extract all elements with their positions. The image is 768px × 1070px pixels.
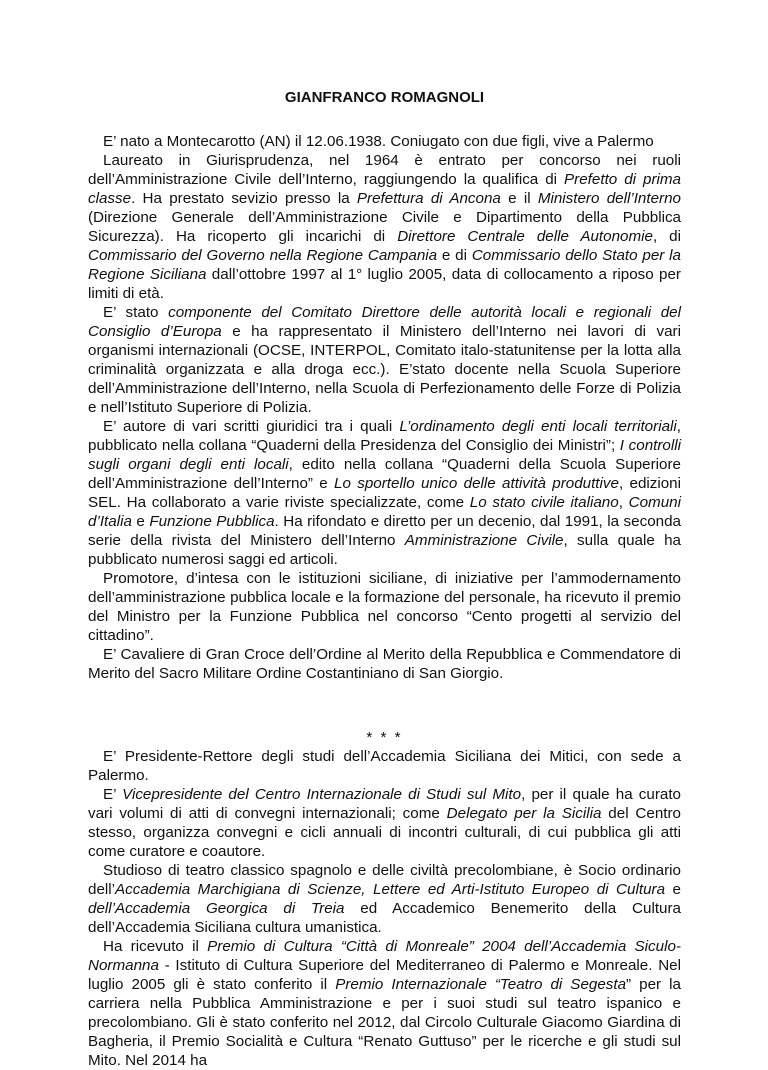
text-run: . Ha rifondato e diretto per un decenio, dal 1991, la seconda serie della rivista del Ministero dell’Interno (88, 513, 681, 549)
biography-section (88, 132, 681, 683)
cultural-activity-section (88, 747, 681, 1070)
paragraph (88, 785, 681, 861)
text-run: Promotore, d’intesa con le istituzioni siciliane, di iniziative per l’ammodernamento dell’amministrazione pubblica locale e la formazione del personale, ha ricevuto il premio del Ministro per la Funzione Pubblica nel concorso “Cento progetti al servizio del cittadino”. (88, 570, 681, 644)
italic-text: Vicepresidente del Centro Internazionale di Studi sul Mito (122, 786, 522, 803)
text-run: E’ (103, 786, 123, 803)
text-run: e (131, 513, 150, 530)
text-run: ed Accademico Benemerito della Cultura dell’Accademia Siciliana cultura umanistica. (88, 900, 681, 936)
text-run: dall’ottobre 1997 al 1° luglio 2005, data di collocamento a riposo per limiti di età. (88, 266, 681, 302)
italic-text: Commissario del Governo nella Regione Campania (88, 247, 438, 264)
italic-text: Lo stato civile italiano (469, 494, 619, 511)
italic-text: Premio Internazionale “Teatro di Segesta (335, 976, 627, 993)
paragraph (88, 747, 681, 785)
italic-text: Funzione Pubblica (149, 513, 275, 530)
text-run: del Centro stesso, organizza convegni e cicli annuali di incontri culturali, di cui pubblica gli atti come curatore e coautore. (88, 805, 681, 860)
paragraph (88, 569, 681, 645)
paragraph (88, 151, 681, 303)
italic-text: I controlli sugli organi degli enti locali (88, 437, 681, 473)
italic-text: Amministrazione Civile (404, 532, 564, 549)
italic-text: Prefetto di prima classe (88, 171, 681, 207)
italic-text: Delegato per la Sicilia (446, 805, 602, 822)
italic-text: L’ordinamento degli enti locali territoriali (399, 418, 677, 435)
text-run: , edizioni SEL. Ha collaborato a varie riviste specializzate, come (88, 475, 681, 511)
text-run: , edito nella collana “Quaderni della Scuola Superiore dell’Amministrazione dell’Interno” e (88, 456, 681, 492)
italic-text: Prefettura di Ancona (356, 190, 501, 207)
paragraph (88, 417, 681, 569)
text-run: , (618, 494, 629, 511)
text-run: e ha rappresentato il Ministero dell’Interno nei lavori di vari organismi internazionali (OCSE, INTERPOL, Comitato italo-statunitense per la lotta alla criminalità organizzata e alla droga ecc.). E’stato docente nella Scuola Superiore dell’Amministrazione dell’Interno, nella Scuola di Perfezionamento delle Forze di Polizia e nell’Istituto Superiore di Polizia. (88, 323, 681, 416)
italic-text: Lo sportello unico delle attività produttive (334, 475, 619, 492)
italic-text: dell’Accademia Georgica di Treia (88, 900, 345, 917)
italic-text: componente del Comitato Direttore delle autorità locali e regionali del Consiglio d’Europa (88, 304, 681, 340)
text-run: , per il quale ha curato vari volumi di atti di convegni internazionali; come (88, 786, 681, 822)
text-run: e di (437, 247, 472, 264)
italic-text: Comuni d’Italia (88, 494, 681, 530)
paragraph (88, 645, 681, 683)
text-run: E’ autore di vari scritti giuridici tra i quali (103, 418, 400, 435)
text-run: , di (652, 228, 682, 245)
text-run: , pubblicato nella collana “Quaderni della Presidenza del Consiglio dei Ministri”; (88, 418, 681, 454)
document-page (88, 0, 681, 1070)
document-title: GIANFRANCO ROMAGNOLI (284, 89, 485, 106)
text-run: E’ Cavaliere di Gran Croce dell’Ordine al Merito della Repubblica e Commendatore di Merito del Sacro Militare Ordine Costantiniano di San Giorgio. (88, 646, 681, 682)
italic-text: Commissario dello Stato per la Regione Siciliana (88, 247, 681, 283)
text-run: Studioso di teatro classico spagnolo e delle civiltà precolombiane, è Socio ordinario dell’ (88, 862, 681, 898)
text-run: , sulla quale ha pubblicato numerosi saggi ed articoli. (88, 532, 681, 568)
text-run: - Istituto di Cultura Superiore del Mediterraneo di Palermo e Monreale. Nel luglio 2005 gli è stato conferito il (88, 957, 681, 993)
italic-text: Direttore Centrale delle Autonomie (397, 228, 653, 245)
paragraph (88, 937, 681, 1070)
italic-text: Ministero dell’Interno (537, 190, 681, 207)
text-run: e (665, 881, 681, 898)
section-separator: * * * (366, 729, 403, 746)
italic-text: Accademia Marchigiana di Scienze, Lettere ed Arti-Istituto Europeo di Cultura (115, 881, 666, 898)
paragraph (88, 861, 681, 937)
italic-text: Premio di Cultura “Città di Monreale” 2004 dell’Accademia Siculo-Normanna (88, 938, 681, 974)
text-run: Laureato in Giurisprudenza, nel 1964 è entrato per concorso nei ruoli dell’Amministrazione Civile dell’Interno, raggiungendo la qualifica di (88, 152, 681, 188)
text-run: ” per la carriera nella Pubblica Amministrazione e per i suoi studi sul teatro ispanico e precolombiano. Gli è stato conferito nel 2012, dal Circolo Culturale Giacomo Giardina di Bagheria, il Premio Socialità e Cultura “Renato Guttuso” per le ricerche e gli studi sul Mito. Nel 2014 ha (88, 976, 681, 1069)
paragraph (88, 132, 681, 151)
text-run: E’ Presidente-Rettore degli studi dell’Accademia Siciliana dei Mitici, con sede a Palermo. (88, 748, 681, 784)
text-run: E’ stato (103, 304, 169, 321)
text-run: e il (500, 190, 538, 207)
text-run: . Ha prestato sevizio presso la (131, 190, 357, 207)
text-run: Ha ricevuto il (103, 938, 208, 955)
text-run: E’ nato a Montecarotto (AN) il 12.06.1938. Coniugato con due figli, vive a Palermo (103, 133, 654, 150)
text-run: (Direzione Generale dell’Amministrazione Civile e Dipartimento della Pubblica Sicurezza). Ha ricoperto gli incarichi di (88, 209, 681, 245)
paragraph (88, 303, 681, 417)
